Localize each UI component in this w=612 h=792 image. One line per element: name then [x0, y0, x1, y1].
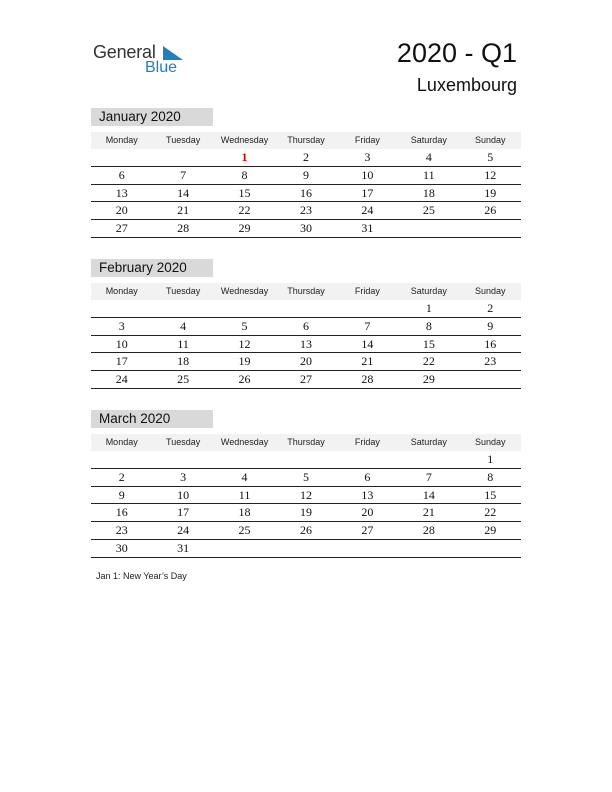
weekday-label: Sunday [474, 286, 506, 296]
day-cell: 15 [484, 487, 497, 502]
day-cell: 31 [177, 540, 190, 555]
weekday-header-row [91, 283, 521, 300]
day-cell [398, 451, 459, 468]
logo-triangle-icon [163, 46, 183, 60]
week-row [91, 540, 521, 558]
day-cell: 8 [425, 318, 432, 333]
day-cell: 29 [484, 523, 497, 538]
weekday-label: Wednesday [220, 135, 269, 145]
day-cell: 9 [487, 318, 494, 333]
weekday-label: Tuesday [166, 437, 201, 447]
day-cell: 7 [425, 469, 432, 484]
day-cell: 25 [238, 523, 251, 538]
week-row [91, 522, 521, 540]
day-cell: 28 [177, 221, 190, 236]
week-row [91, 167, 521, 185]
day-cell: 1 [425, 301, 432, 315]
day-cell: 16 [484, 336, 497, 351]
day-cell: 2 [302, 150, 309, 164]
day-cell [91, 149, 152, 166]
day-cell [214, 300, 275, 317]
holiday-note: Jan 1: New Year’s Day [96, 571, 187, 581]
day-cell [152, 451, 213, 468]
day-cell: 28 [361, 372, 374, 387]
day-cell: 18 [177, 354, 190, 369]
weekday-label: Friday [354, 286, 380, 296]
week-row [91, 353, 521, 371]
day-cell: 12 [238, 336, 251, 351]
weekday-label: Friday [354, 135, 380, 145]
day-cell [91, 300, 152, 317]
day-cell: 31 [361, 221, 374, 236]
day-cell: 15 [422, 336, 435, 351]
weekday-label: Wednesday [220, 437, 269, 447]
country-name: Luxembourg [416, 75, 517, 95]
day-cell: 28 [422, 523, 435, 538]
day-cell [398, 220, 459, 237]
day-cell: 14 [177, 185, 190, 200]
day-cell [337, 540, 398, 557]
page-title: 2020 - Q1 [396, 38, 517, 68]
day-cell: 24 [115, 372, 128, 387]
weekday-label: Monday [105, 286, 138, 296]
day-cell: 4 [241, 469, 248, 484]
day-cell [152, 300, 213, 317]
day-cell: 2 [487, 301, 494, 315]
logo-text-general: General [93, 42, 156, 62]
week-row [91, 202, 521, 220]
day-cell: 14 [422, 487, 435, 502]
day-cell: 29 [238, 221, 251, 236]
day-cell: 3 [180, 469, 187, 484]
day-cell [275, 540, 336, 557]
weekday-label: Wednesday [220, 286, 269, 296]
weekday-label: Sunday [474, 135, 506, 145]
day-cell: 16 [299, 185, 312, 200]
day-cell: 16 [115, 505, 128, 520]
week-row [91, 504, 521, 522]
day-cell: 21 [361, 354, 374, 369]
month-march [91, 410, 521, 558]
day-cell: 11 [423, 167, 435, 182]
day-cell: 23 [299, 203, 312, 218]
day-cell [460, 540, 521, 557]
week-row [91, 336, 521, 354]
week-row [91, 300, 521, 318]
day-cell: 12 [299, 487, 312, 502]
day-cell [91, 451, 152, 468]
day-cell: 17 [361, 185, 374, 200]
weekday-header-row [91, 132, 521, 149]
day-cell: 22 [484, 505, 497, 520]
day-cell [398, 540, 459, 557]
day-cell [275, 300, 336, 317]
logo-text-blue: Blue [145, 59, 178, 76]
day-cell: 18 [422, 185, 435, 200]
day-cell: 9 [302, 167, 309, 182]
day-cell [214, 540, 275, 557]
day-cell: 13 [115, 185, 128, 200]
day-cell: 19 [299, 505, 312, 520]
week-row [91, 220, 521, 238]
day-cell: 24 [177, 523, 190, 538]
brand-logo [93, 42, 193, 78]
day-cell: 20 [299, 354, 312, 369]
day-cell: 21 [422, 505, 435, 520]
day-cell: 20 [361, 505, 374, 520]
day-cell: 3 [364, 150, 371, 164]
day-cell: 27 [299, 372, 312, 387]
day-cell: 29 [422, 372, 435, 387]
day-cell: 24 [361, 203, 374, 218]
day-cell [460, 220, 521, 237]
day-cell: 22 [238, 203, 251, 218]
day-cell: 19 [238, 354, 251, 369]
weekday-label: Monday [105, 437, 138, 447]
day-cell: 10 [115, 336, 128, 351]
day-cell: 19 [484, 185, 497, 200]
day-cell: 5 [487, 150, 494, 164]
day-cell: 27 [361, 523, 374, 538]
day-cell: 8 [487, 469, 494, 484]
day-cell: 23 [115, 523, 128, 538]
day-cell: 6 [302, 318, 309, 333]
day-cell: 26 [299, 523, 312, 538]
day-cell [337, 300, 398, 317]
day-cell: 6 [364, 469, 371, 484]
day-cell: 7 [180, 167, 187, 182]
week-row [91, 185, 521, 203]
day-cell: 21 [177, 203, 190, 218]
day-cell: 26 [238, 372, 251, 387]
day-cell: 1 [487, 452, 494, 466]
day-cell: 8 [241, 167, 248, 182]
month-title: March 2020 [91, 410, 213, 428]
day-cell: 11 [238, 487, 251, 502]
weekday-label: Friday [354, 437, 380, 447]
day-cell: 12 [484, 167, 497, 182]
weekday-label: Saturday [410, 135, 447, 145]
week-row [91, 318, 521, 336]
day-cell: 25 [422, 203, 435, 218]
day-cell: 5 [241, 318, 248, 333]
month-february [91, 259, 521, 389]
weekday-label: Monday [105, 135, 138, 145]
day-cell: 5 [302, 469, 309, 484]
day-cell: 18 [238, 505, 251, 520]
day-cell: 6 [118, 167, 125, 182]
day-cell: 25 [177, 372, 190, 387]
day-cell: 20 [115, 203, 128, 218]
weekday-label: Saturday [410, 437, 447, 447]
day-cell: 17 [115, 354, 128, 369]
day-cell [214, 451, 275, 468]
weekday-label: Tuesday [166, 286, 201, 296]
day-cell [337, 451, 398, 468]
week-row [91, 469, 521, 487]
month-january [91, 108, 521, 238]
day-cell: 13 [361, 487, 374, 502]
day-cell: 23 [484, 354, 497, 369]
week-row [91, 149, 521, 167]
day-cell [152, 149, 213, 166]
weekday-label: Thursday [287, 286, 325, 296]
weekday-label: Thursday [287, 135, 325, 145]
day-cell: 26 [484, 203, 497, 218]
day-cell: 11 [177, 336, 189, 351]
day-cell: 4 [425, 150, 432, 164]
week-row [91, 371, 521, 389]
day-cell: 4 [180, 318, 187, 333]
day-cell [275, 451, 336, 468]
month-title: January 2020 [91, 108, 213, 126]
week-row [91, 451, 521, 469]
day-cell: 30 [299, 221, 312, 236]
day-cell: 7 [364, 318, 371, 333]
weekday-label: Thursday [287, 437, 325, 447]
day-cell: 1 [241, 150, 248, 164]
weekday-header-row [91, 434, 521, 451]
week-row [91, 487, 521, 505]
day-cell: 9 [118, 487, 125, 502]
day-cell: 3 [118, 318, 125, 333]
day-cell: 27 [115, 221, 128, 236]
day-cell: 14 [361, 336, 374, 351]
day-cell: 15 [238, 185, 251, 200]
day-cell: 13 [299, 336, 312, 351]
day-cell: 17 [177, 505, 190, 520]
day-cell: 30 [115, 540, 128, 555]
day-cell: 10 [361, 167, 374, 182]
month-title: February 2020 [91, 259, 213, 277]
day-cell [460, 371, 521, 388]
day-cell: 22 [422, 354, 435, 369]
day-cell: 10 [177, 487, 190, 502]
day-cell: 2 [118, 469, 125, 484]
weekday-label: Sunday [474, 437, 506, 447]
weekday-label: Tuesday [166, 135, 201, 145]
weekday-label: Saturday [410, 286, 447, 296]
